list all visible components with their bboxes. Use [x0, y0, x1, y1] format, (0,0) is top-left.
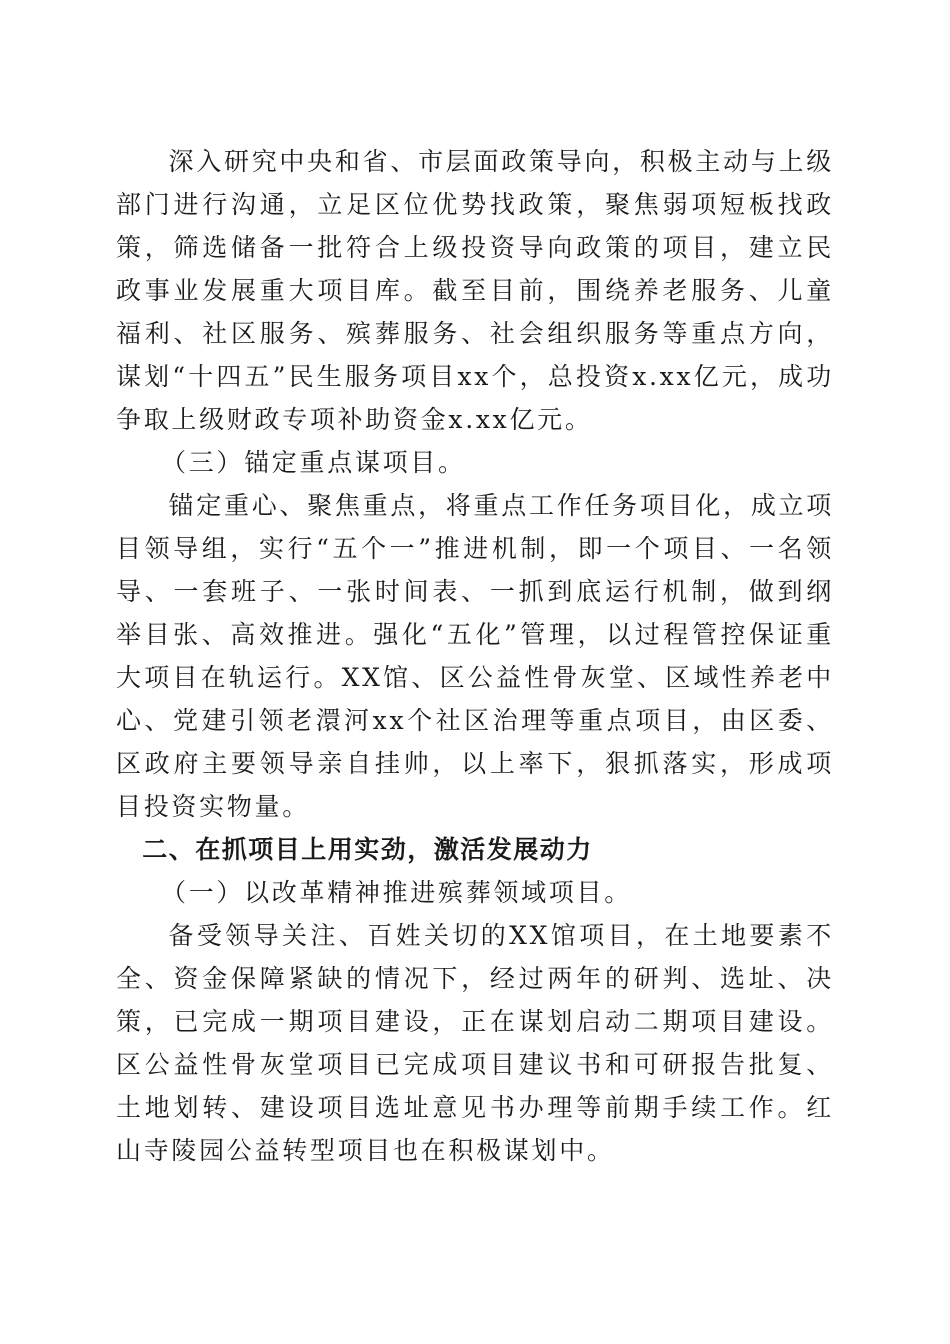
paragraph-policy-projects: 深入研究中央和省、市层面政策导向，积极主动与上级部门进行沟通，立足区位优势找政策，聚焦弱项短板找政策，筛选储备一批符合上级投资导向政策的项目，建立民政事业发展重大项目库。截至目前，围绕养老服务、儿童福利、社区服务、殡葬服务、社会组织服务等重点方向，谋划“十四五”民生服务项目xx个，总投资x.xx亿元，成功争取上级财政专项补助资金x.xx亿元。	[116, 147, 834, 434]
subheading-funeral-reform: （一）以改革精神推进殡葬领域项目。	[161, 878, 632, 907]
section-heading-project-effort: 二、在抓项目上用实劲，激活发展动力	[142, 835, 593, 864]
paragraph-key-project-mechanism: 锚定重心、聚焦重点，将重点工作任务项目化，成立项目领导组，实行“五个一”推进机制，即一个项目、一名领导、一套班子、一张时间表、一抓到底运行机制，做到纲举目张、高效推进。强化“五化”管理，以过程管控保证重大项目在轨运行。XX馆、区公益性骨灰堂、区域性养老中心、党建引领老澴河xx个社区治理等重点项目，由区委、区政府主要领导亲自挂帅，以上率下，狠抓落实，形成项目投资实物量。	[116, 491, 834, 821]
subheading-anchor-key-projects: （三）锚定重点谋项目。	[161, 448, 466, 477]
paragraph-funeral-projects: 备受领导关注、百姓关切的XX馆项目，在土地要素不全、资金保障紧缺的情况下，经过两年的研判、选址、决策，已完成一期项目建设，正在谋划启动二期项目建设。区公益性骨灰堂项目已完成项目建议书和可研报告批复、土地划转、建设项目选址意见书办理等前期手续工作。红山寺陵园公益转型项目也在积极谋划中。	[116, 921, 834, 1165]
document-body	[116, 140, 834, 1172]
